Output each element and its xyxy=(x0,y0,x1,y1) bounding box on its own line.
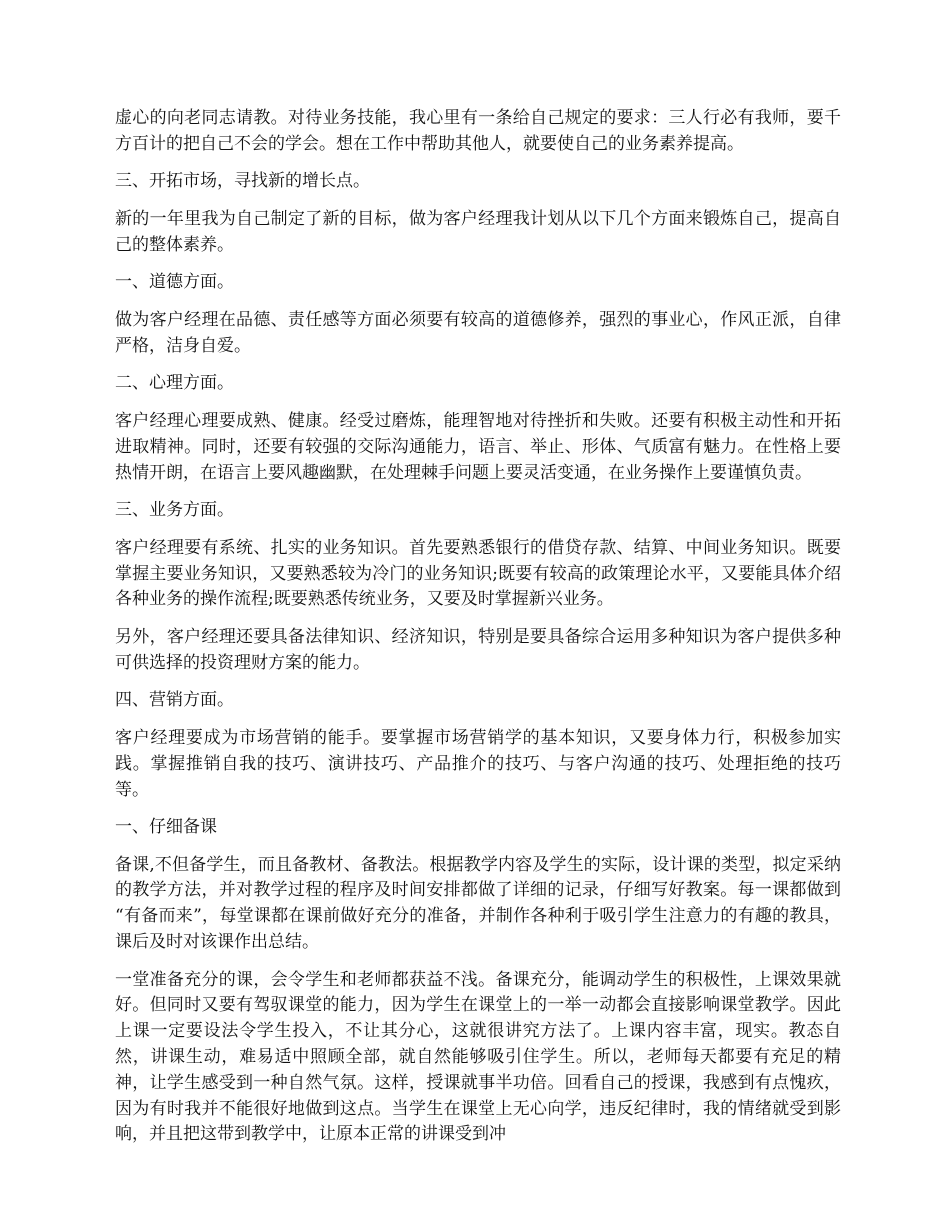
paragraph-classroom: 一堂准备充分的课，会令学生和老师都获益不浅。备课充分，能调动学生的积极性，上课效果就好。但同时又要有驾驭课堂的能力，因为学生在课堂上的一举一动都会直接影响课堂教学。因此上课一定要设法令学生投入，不让其分心，这就很讲究方法了。上课内容丰富，现实。教态自然，讲课生动，难易适中照顾全部，就自然能够吸引住学生。所以，老师每天都要有充足的精神，让学生感受到一种自然气氛。这样，授课就事半功倍。回看自己的授课，我感到有点愧疚，因为有时我并不能很好地做到这点。当学生在课堂上无心向学，违反纪律时，我的情绪就受到影响，并且把这带到教学中，让原本正常的讲课受到冲 xyxy=(115,969,841,1145)
paragraph-1: 虚心的向老同志请教。对待业务技能，我心里有一条给自己规定的要求：三人行必有我师，要千方百计的把自己不会的学会。想在工作中帮助其他人，就要使自己的业务素养提高。 xyxy=(115,108,841,154)
heading-psychology: 二、心理方面。 xyxy=(115,373,234,394)
paragraph-legal-knowledge: 另外，客户经理还要具备法律知识、经济知识，特别是要具备综合运用多种知识为客户提供多种可供选择的投资理财方案的能力。 xyxy=(115,626,841,673)
paragraph-business: 客户经理要有系统、扎实的业务知识。首先要熟悉银行的借贷存款、结算、中间业务知识。既要掌握主要业务知识，又要熟悉较为冷门的业务知识;既要有较高的政策理论水平，又要能具体介绍各种业务的操作流程;既要熟悉传统业务，又要及时掌握新兴业务。 xyxy=(115,537,841,610)
paragraph-marketing: 客户经理要成为市场营销的能手。要掌握市场营销学的基本知识，又要身体力行，积极参加实践。掌握推销自我的技巧、演讲技巧、产品推介的技巧、与客户沟通的技巧、处理拒绝的技巧等。 xyxy=(115,727,841,800)
paragraph-morality: 做为客户经理在品德、责任感等方面必须要有较高的道德修养，强烈的事业心，作风正派，自律严格，洁身自爱。 xyxy=(115,309,841,356)
paragraph-lesson-prep: 备课,不但备学生，而且备教材、备教法。根据教学内容及学生的实际，设计课的类型，拟定采纳的教学方法，并对教学过程的程序及时间安排都做了详细的记录，仔细写好教案。每一课都做到 “有备而来”，每堂课都在课前做好充分的准备，并制作各种利于吸引学生注意力的有趣的教具，课后及时对该课作出总结。 xyxy=(115,854,841,953)
heading-business: 三、业务方面。 xyxy=(115,500,234,521)
heading-marketing: 四、营销方面。 xyxy=(115,690,234,711)
heading-lesson-prep: 一、仔细备课 xyxy=(115,817,217,838)
heading-morality: 一、道德方面。 xyxy=(115,272,234,293)
document-body xyxy=(115,106,841,1160)
heading-market-expansion: 三、开拓市场，寻找新的增长点。 xyxy=(115,171,370,192)
paragraph-psychology: 客户经理心理要成熟、健康。经受过磨炼，能理智地对待挫折和失败。还要有积极主动性和开拓进取精神。同时，还要有较强的交际沟通能力，语言、举止、形体、气质富有魅力。在性格上要热情开朗，在语言上要风趣幽默，在处理棘手问题上要灵活变通，在业务操作上要谨慎负责。 xyxy=(115,410,841,483)
paragraph-new-goals: 新的一年里我为自己制定了新的目标，做为客户经理我计划从以下几个方面来锻炼自己，提高自己的整体素养。 xyxy=(115,208,841,255)
